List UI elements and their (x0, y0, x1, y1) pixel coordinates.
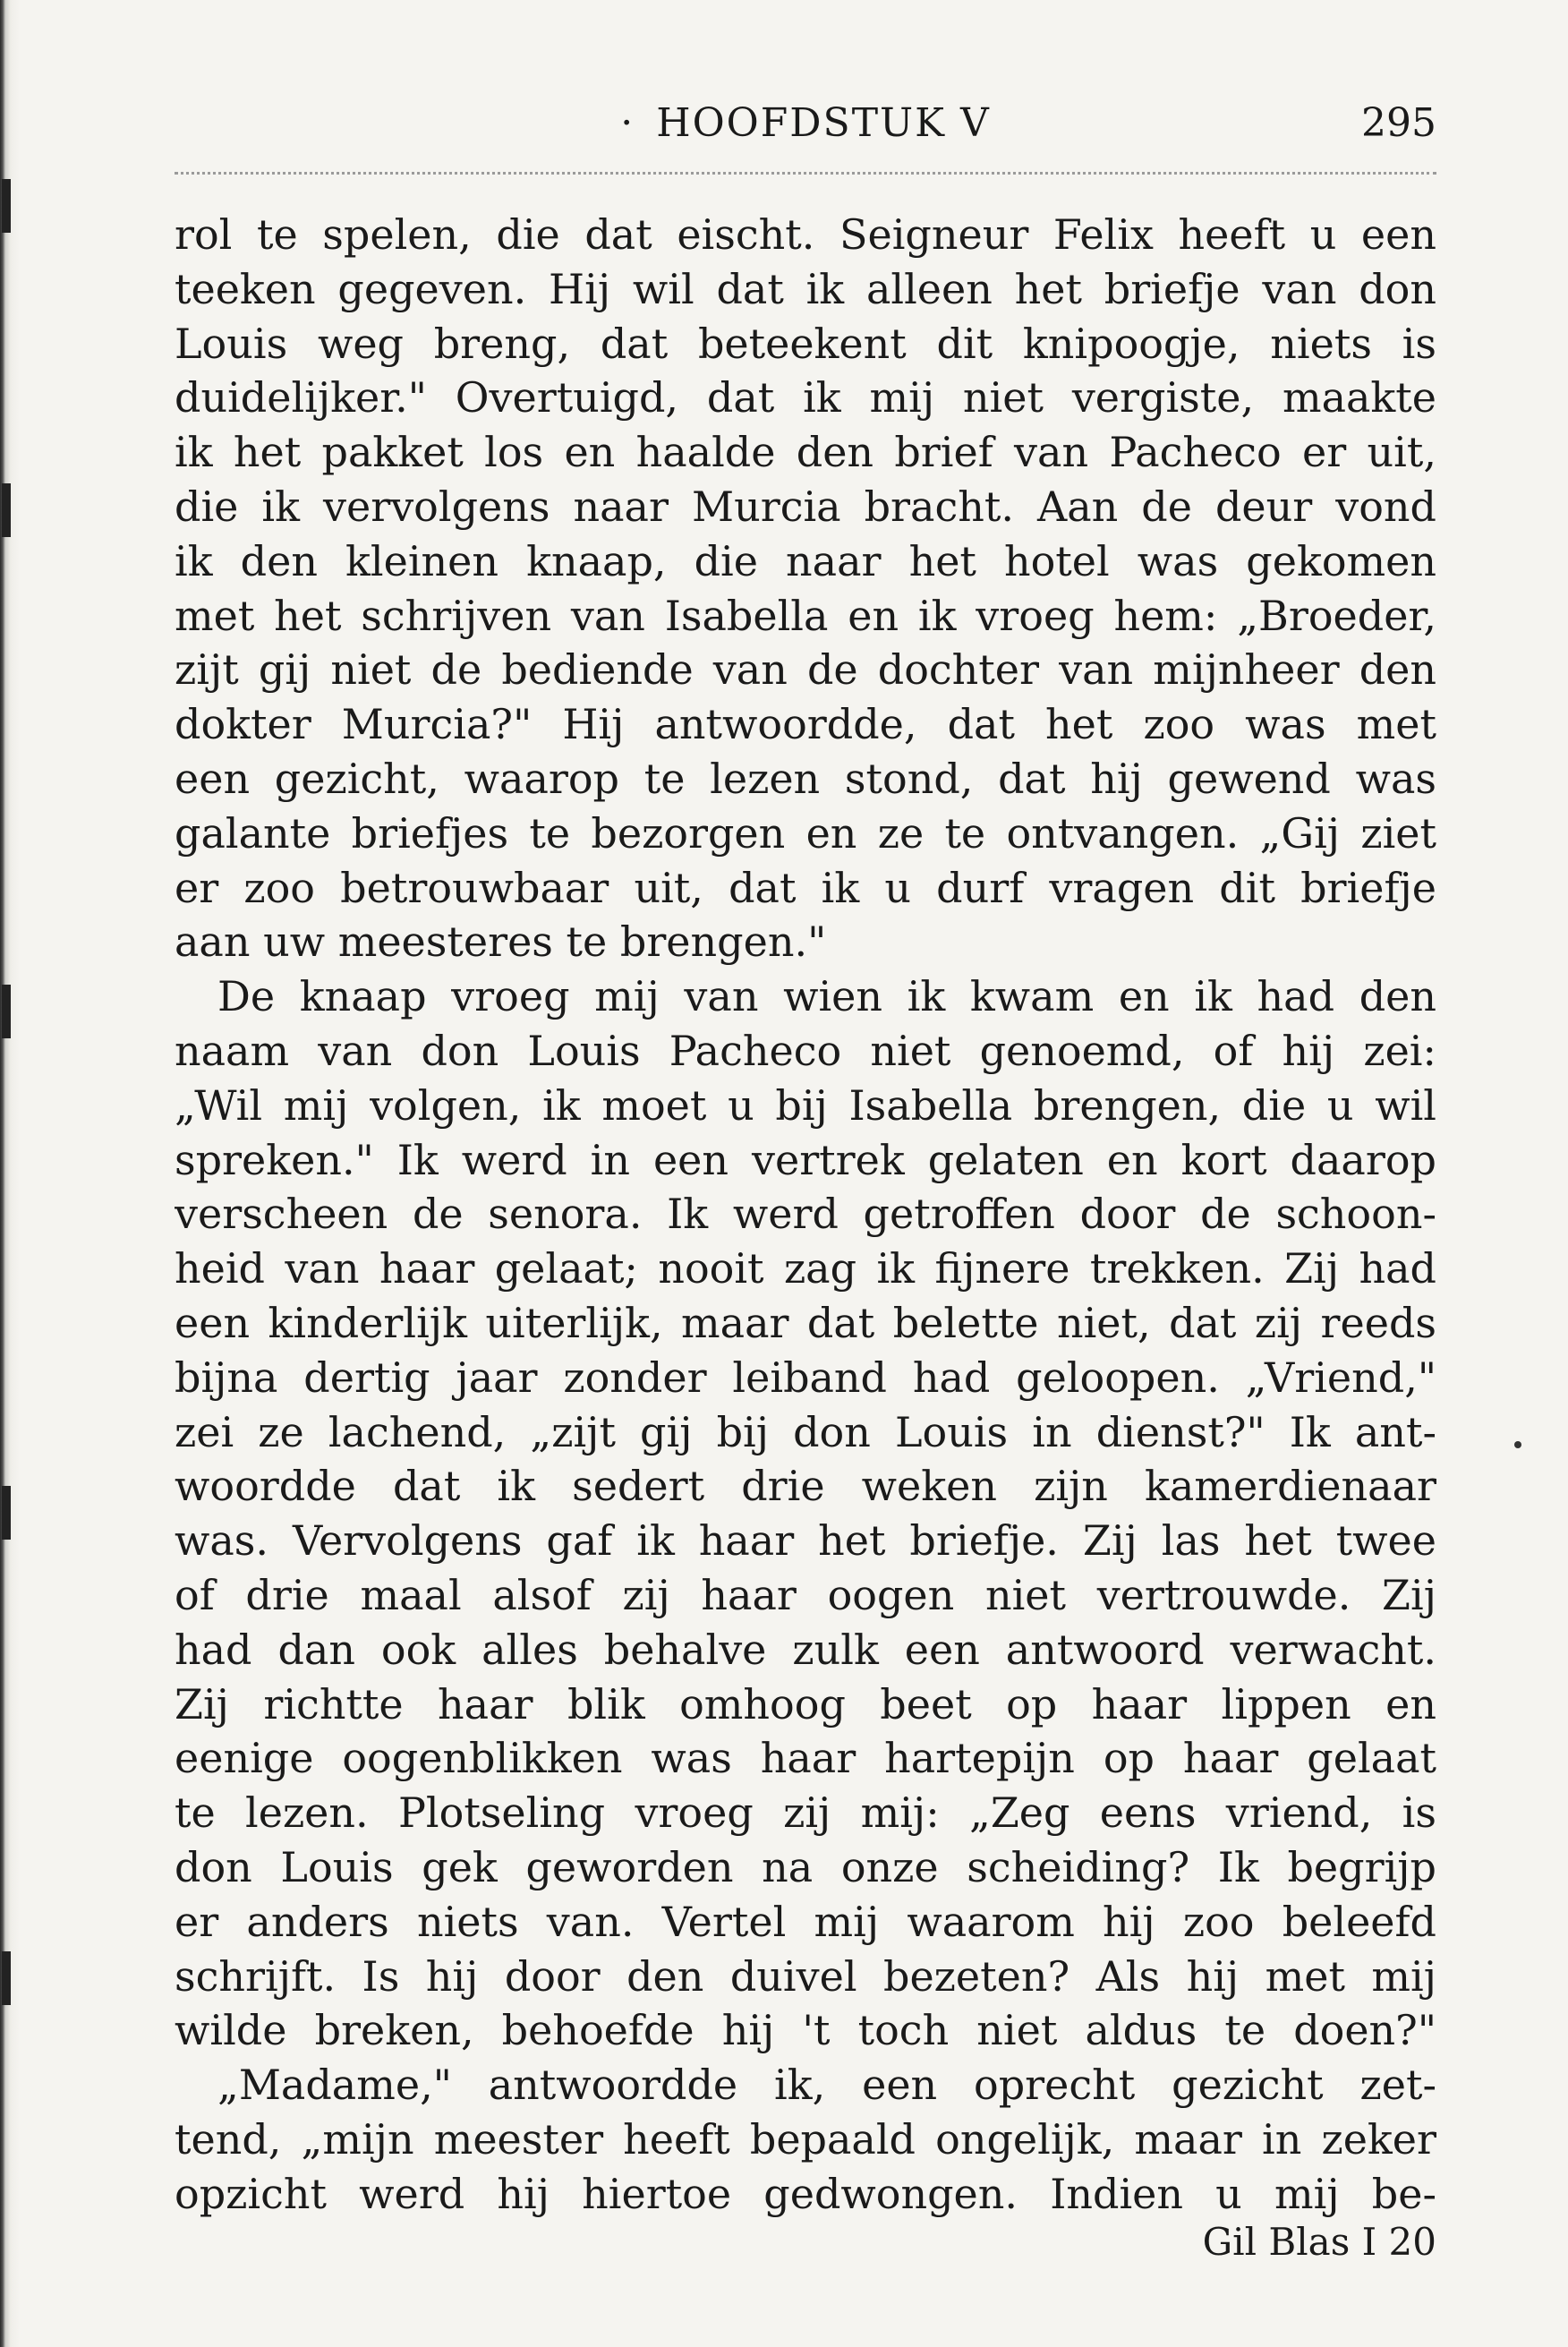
ink-speck (1514, 1441, 1521, 1448)
text-line: duidelijker." Overtuigd, dat ik mij niet vergiste, maakte (175, 373, 1436, 422)
text-line: zijt gij niet de bediende van de dochter van mijnheer den (175, 645, 1436, 695)
text-line: „Wil mij volgen, ik moet u bij Isabella brengen, die u wil (175, 1080, 1436, 1130)
text-line: een gezicht, waarop te lezen stond, dat hij gewend was (175, 754, 1436, 803)
binding-mark (2, 483, 11, 537)
chapter-title: HOOFDSTUK V (656, 100, 991, 146)
text-line: teeken gegeven. Hij wil dat ik alleen het briefje van don (175, 264, 1436, 313)
text-line: aan uw meesteres te brengen." (175, 917, 827, 967)
text-line: Zij richtte haar blik omhoog beet op haar lippen en (175, 1679, 1436, 1728)
text-line: wilde breken, behoefde hij 't toch niet aldus te doen?" (175, 2006, 1436, 2055)
text-line: er zoo betrouwbaar uit, dat ik u durf vragen dit briefje (175, 863, 1436, 912)
text-line: „Madame," antwoordde ik, een oprecht gezicht zet- (217, 2061, 1436, 2110)
text-line: had dan ook alles behalve zulk een antwoord verwacht. (175, 1625, 1436, 1674)
text-line: er anders niets van. Vertel mij waarom hij zoo beleefd (175, 1897, 1436, 1946)
text-line: die ik vervolgens naar Murcia bracht. Aan de deur vond (175, 482, 1436, 531)
header-dot: · (620, 100, 635, 146)
text-line: galante briefjes te bezorgen en ze te ontvangen. „Gij ziet (175, 808, 1436, 858)
text-line: ik den kleinen knaap, die naar het hotel was gekomen (175, 536, 1436, 585)
binding-mark (2, 1486, 11, 1540)
text-line: een kinderlijk uiterlijk, maar dat belette niet, dat zij reeds (175, 1298, 1436, 1347)
text-line: schrijft. Is hij door den duivel bezeten? Als hij met mij (175, 1951, 1436, 2001)
text-line: heid van haar gelaat; nooit zag ik fijnere trekken. Zij had (175, 1244, 1436, 1293)
text-line: spreken." Ik werd in een vertrek gelaten en kort daarop (175, 1135, 1436, 1184)
page-header (175, 100, 1436, 154)
running-title (175, 100, 1436, 146)
text-line: dokter Murcia?" Hij antwoordde, dat het zoo was met (175, 700, 1436, 749)
signature-mark: Gil Blas I 20 (1202, 2220, 1436, 2264)
text-line: zei ze lachend, „zijt gij bij don Louis in dienst?" Ik ant- (175, 1407, 1436, 1456)
text-line: bijna dertig jaar zonder leiband had geloopen. „Vriend," (175, 1353, 1436, 1402)
text-line: Louis weg breng, dat beteekent dit knipoogje, niets is (175, 319, 1436, 368)
text-line: verscheen de senora. Ik werd getroffen door de schoon- (175, 1190, 1436, 1239)
text-line: of drie maal alsof zij haar oogen niet vertrouwde. Zij (175, 1570, 1436, 1619)
page-number: 295 (1361, 100, 1436, 146)
text-line: woordde dat ik sedert drie weken zijn kamerdienaar (175, 1462, 1436, 1511)
text-line: tend, „mijn meester heeft bepaald ongelijk, maar in zeker (175, 2114, 1436, 2164)
text-line: don Louis gek geworden na onze scheiding? Ik begrijp (175, 1842, 1436, 1891)
text-line: was. Vervolgens gaf ik haar het briefje. Zij las het twee (175, 1516, 1436, 1566)
text-line: ik het pakket los en haalde den brief van Pacheco er uit, (175, 428, 1436, 477)
header-rule (175, 172, 1436, 175)
text-line: De knaap vroeg mij van wien ik kwam en ik had den (217, 972, 1436, 1021)
text-line: naam van don Louis Pacheco niet genoemd, of hij zei: (175, 1026, 1436, 1075)
text-line: te lezen. Plotseling vroeg zij mij: „Zeg eens vriend, is (175, 1788, 1436, 1838)
binding-mark (2, 179, 11, 233)
text-line: opzicht werd hij hiertoe gedwongen. Indien u mij be- (175, 2169, 1436, 2218)
binding-mark (2, 985, 11, 1038)
body-text (175, 208, 1436, 2221)
binding-mark (2, 1951, 11, 2005)
text-line: met het schrijven van Isabella en ik vroeg hem: „Broeder, (175, 591, 1436, 640)
text-line: rol te spelen, die dat eischt. Seigneur Felix heeft u een (175, 210, 1436, 259)
text-line: eenige oogenblikken was haar hartepijn op haar gelaat (175, 1734, 1436, 1783)
